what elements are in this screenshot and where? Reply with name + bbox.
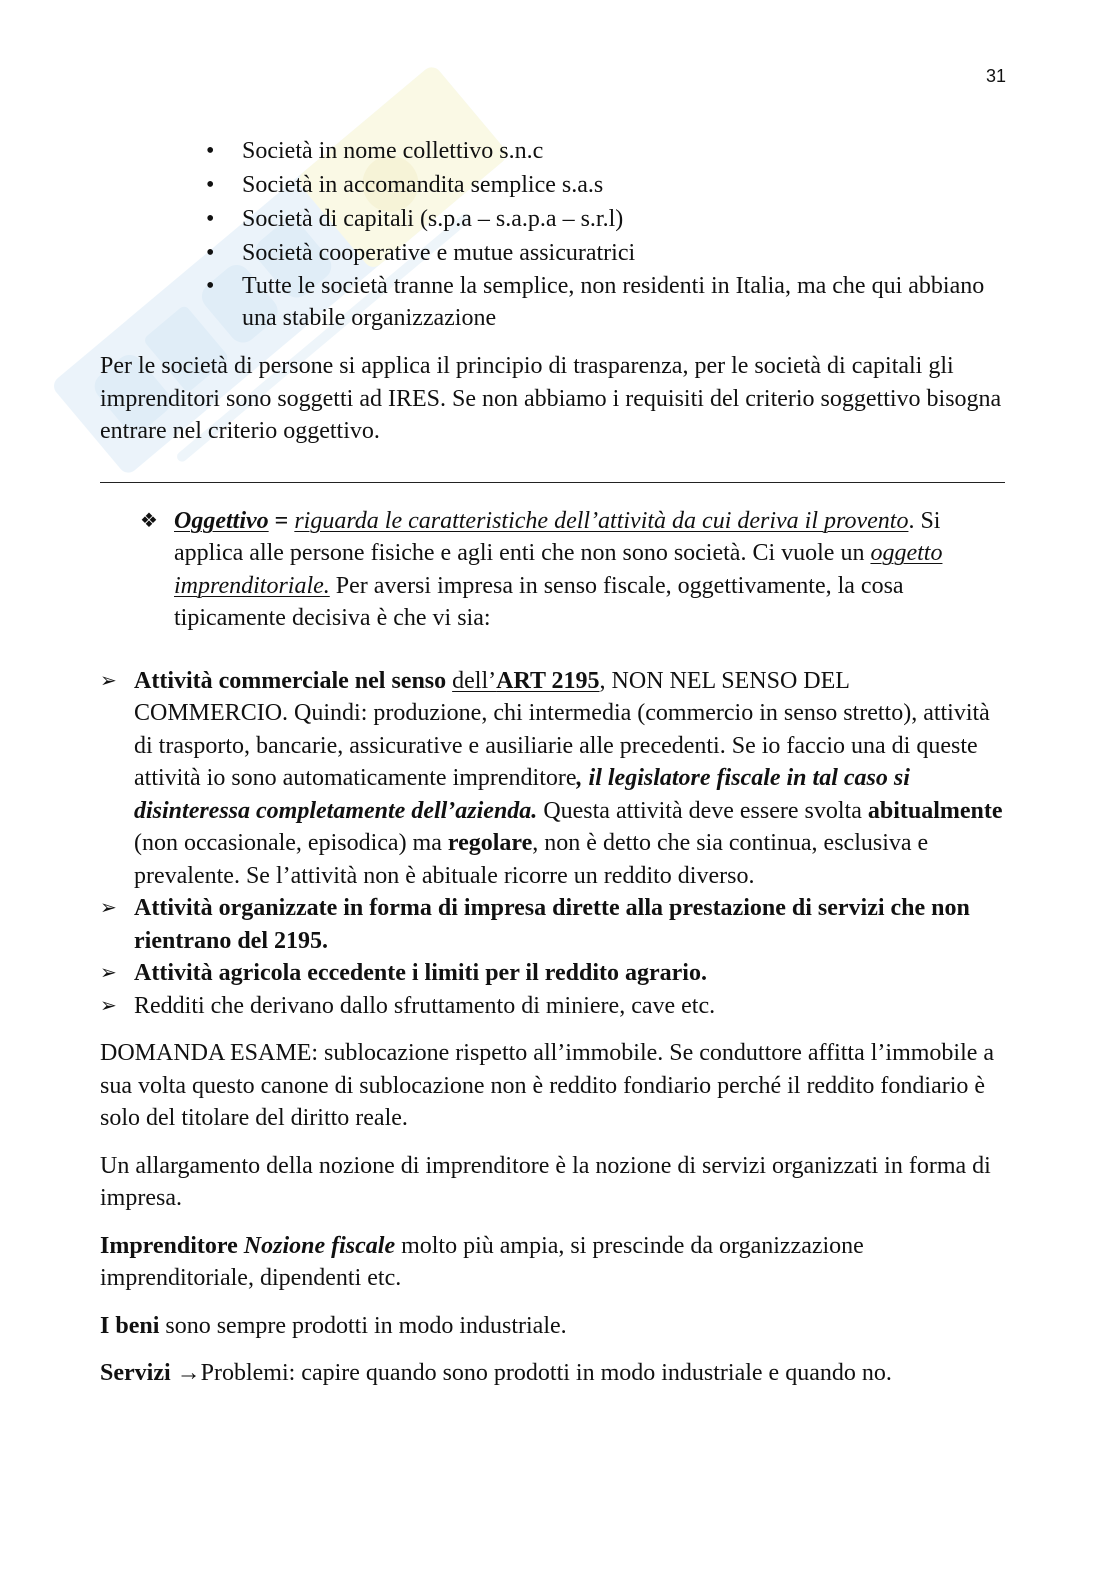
text: , il legislatore fiscale in tal caso si disinteressa completamente dell’azienda.	[134, 765, 910, 824]
paragraph-beni	[100, 1310, 1005, 1343]
text: Problemi: capire quando sono prodotti in modo industriale e quando no.	[200, 1360, 892, 1386]
list-item	[100, 892, 1005, 957]
oggettivo-block	[100, 505, 1005, 635]
paragraph-trasparenza: Per le società di persone si applica il principio di trasparenza, per le società di capitali gli imprenditori sono soggetti ad IRES. Se non abbiamo i requisiti del criterio soggettivo bisogna entrare nel criterio oggettivo.	[100, 353, 1002, 444]
arrow-bullet-icon: ➢	[100, 962, 117, 984]
list-item: • Società in accomandita semplice s.a.s	[206, 168, 1005, 202]
paragraph-oggettivo	[174, 505, 1005, 635]
text: (non occasionale, episodica) ma	[134, 830, 448, 856]
document-body	[100, 0, 1005, 1450]
term-oggettivo: Oggettivo	[174, 507, 269, 534]
list-item	[100, 665, 1005, 893]
text: dell’	[452, 667, 497, 694]
text: sono sempre prodotti in modo industriale.	[159, 1312, 567, 1339]
paragraph-allargamento: Un allargamento della nozione di imprenditore è la nozione di servizi organizzati in forma di impresa.	[100, 1152, 991, 1211]
list-item	[100, 957, 1005, 990]
art-2195: ART 2195	[496, 667, 600, 694]
text: Redditi che derivano dallo sfruttamento di miniere, cave etc.	[134, 992, 716, 1019]
oggetto-imprenditoriale: oggetto imprenditoriale.	[174, 540, 943, 599]
list-item	[100, 990, 1005, 1023]
list-item: • Società di capitali (s.p.a – s.a.p.a – s.r.l)	[206, 202, 1005, 236]
text: regolare	[447, 830, 533, 856]
horizontal-rule	[100, 482, 1005, 483]
text: Questa attività deve essere svolta	[537, 797, 868, 824]
text: Servizi	[100, 1360, 177, 1386]
equals: =	[268, 507, 295, 534]
text: Attività commerciale nel senso	[134, 667, 453, 694]
text: Imprenditore	[100, 1232, 244, 1259]
text: Attività organizzate in forma di impresa dirette alla prestazione di servizi che non rientrano del 2195.	[134, 895, 970, 954]
activity-list	[100, 665, 1005, 1023]
diamond-bullet-icon: ❖	[140, 509, 158, 532]
paragraph-imprenditore	[100, 1230, 1005, 1295]
arrow-bullet-icon: ➢	[100, 994, 117, 1017]
list-item: • Tutte le società tranne la semplice, non residenti in Italia, ma che qui abbiano una stabile organizzazione	[206, 270, 1005, 334]
paragraph-domanda: DOMANDA ESAME: sublocazione rispetto all’immobile. Se conduttore affitta l’immobile a sua volta questo canone di sublocazione non è reddito fondiario perché il reddito fondiario è solo del titolare del diritto reale.	[100, 1040, 995, 1131]
paragraph-servizi	[100, 1357, 1005, 1390]
text: molto più ampia, si prescinde da organizzazione imprenditoriale, dipendenti etc.	[100, 1232, 864, 1291]
text: I beni	[100, 1312, 160, 1339]
definition: riguarda le caratteristiche dell’attività da cui deriva il provento	[294, 507, 909, 534]
text: Nozione fiscale	[243, 1232, 396, 1259]
text: Per aversi impresa in senso fiscale, oggettivamente, la cosa tipicamente decisiva è che vi sia:	[174, 572, 904, 631]
text: , NON NEL SENSO DEL COMMERCIO. Quindi: produzione, chi intermedia (commercio in senso stretto), attività di trasporto, bancarie, assicurative e ausiliarie alle precedenti. Se io faccio una di queste attività io sono automaticamente imprenditore	[134, 667, 990, 791]
arrow-bullet-icon: ➢	[100, 897, 117, 919]
list-item: • Società in nome collettivo s.n.c	[206, 134, 1005, 168]
text: , non è detto che sia continua, esclusiva e prevalente. Se l’attività non è abituale ricorre un reddito diverso.	[134, 830, 929, 889]
company-type-list	[206, 134, 1005, 334]
dot: .	[908, 507, 915, 534]
arrow-bullet-icon: ➢	[100, 669, 117, 692]
right-arrow-icon: →	[176, 1360, 201, 1386]
text: Si applica alle persone fisiche e agli enti che non sono società. Ci vuole un	[174, 507, 941, 566]
text: abitualmente	[867, 797, 1003, 824]
text: Attività agricola eccedente i limiti per il reddito agrario.	[134, 960, 707, 986]
list-item: • Società cooperative e mutue assicuratrici	[206, 236, 1005, 270]
page-number: 31	[986, 66, 1007, 86]
